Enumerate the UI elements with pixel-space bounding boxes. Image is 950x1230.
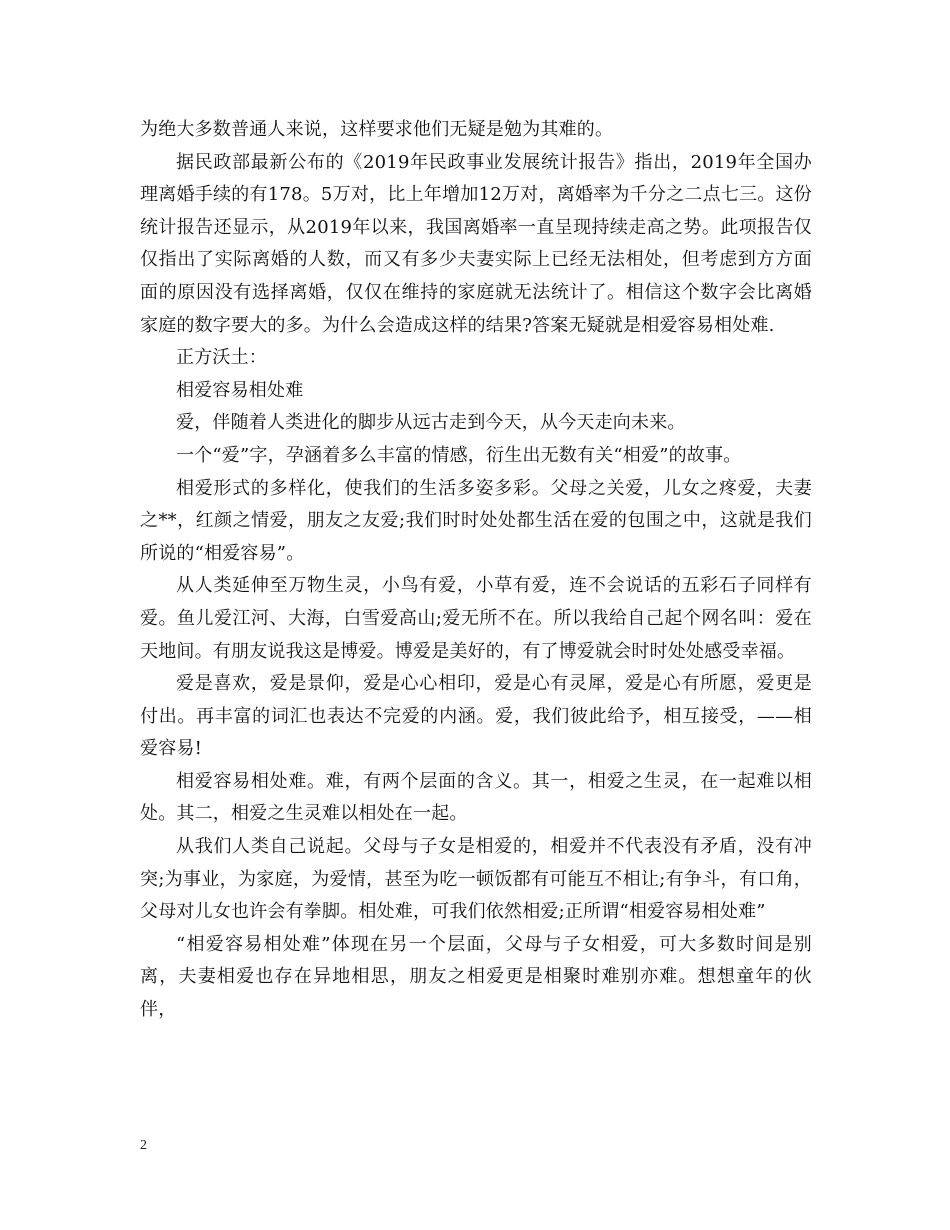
paragraph: 从我们人类自己说起。父母与子女是相爱的，相爱并不代表没有矛盾，没有冲突;为事业，为家庭，为爱情，甚至为吃一顿饭都有可能互不相让;有争斗，有口角，父母对儿女也许会有拳脚。相处难，可我们依然相爱;正所谓“相爱容易相处难” — [140, 836, 812, 923]
paragraph: “相爱容易相处难”体现在另一个层面，父母与子女相爱，可大多数时间是别离，夫妻相爱也存在异地相思，朋友之相爱更是相聚时难别亦难。想想童年的伙伴， — [140, 933, 812, 1021]
paragraph: 相爱容易相处难。难，有两个层面的含义。其一，相爱之生灵，在一起难以相处。其二，相爱之生灵难以相处在一起。 — [140, 770, 812, 825]
paragraph: 爱，伴随着人类进化的脚步从远古走到今天，从今天走向未来。 — [176, 412, 686, 434]
paragraph: 正方沃土： — [176, 347, 267, 369]
page-number: 2 — [140, 1138, 147, 1153]
paragraph: 为绝大多数普通人来说，这样要求他们无疑是勉为其难的。 — [140, 119, 614, 140]
paragraph: 爱是喜欢，爱是景仰，爱是心心相印，爱是心有灵犀，爱是心有所愿，爱更是付出。再丰富的词汇也表达不完爱的内涵。爱，我们彼此给予，相互接受，——相爱容易! — [140, 673, 812, 760]
paragraph: 从人类延伸至万物生灵，小鸟有爱，小草有爱，连不会说话的五彩石子同样有爱。鱼儿爱江河、大海，白雪爱高山;爱无所不在。所以我给自己起个网名叫：爱在天地间。有朋友说我这是博爱。博爱是美好的，有了博爱就会时时处处感受幸福。 — [140, 575, 812, 662]
paragraph: 一个“爱”字，孕涵着多么丰富的情感，衍生出无数有关“相爱”的故事。 — [176, 444, 742, 466]
body-text — [140, 114, 812, 1027]
paragraph: 据民政部最新公布的《2019年民政事业发展统计报告》指出，2019年全国办理离婚手续的有178。5万对，比上年增加12万对，离婚率为千分之二点七三。这份统计报告还显示，从2019年以来，我国离婚率一直呈现持续走高之势。此项报告仅仅指出了实际离婚的人数，而又有多少夫妻实际上已经无法相处，但考虑到方方面面的原因没有选择离婚，仅仅在维持的家庭就无法统计了。相信这个数字会比离婚家庭的数字要大的多。为什么会造成这样的结果?答案无疑就是相爱容易相处难. — [140, 151, 812, 336]
paragraph: 相爱容易相处难 — [176, 379, 304, 401]
paragraph: 相爱形式的多样化，使我们的生活多姿多彩。父母之关爱，儿女之疼爱，夫妻之**，红颜之情爱，朋友之友爱;我们时时处处都生活在爱的包围之中，这就是我们所说的“相爱容易”。 — [140, 477, 812, 564]
